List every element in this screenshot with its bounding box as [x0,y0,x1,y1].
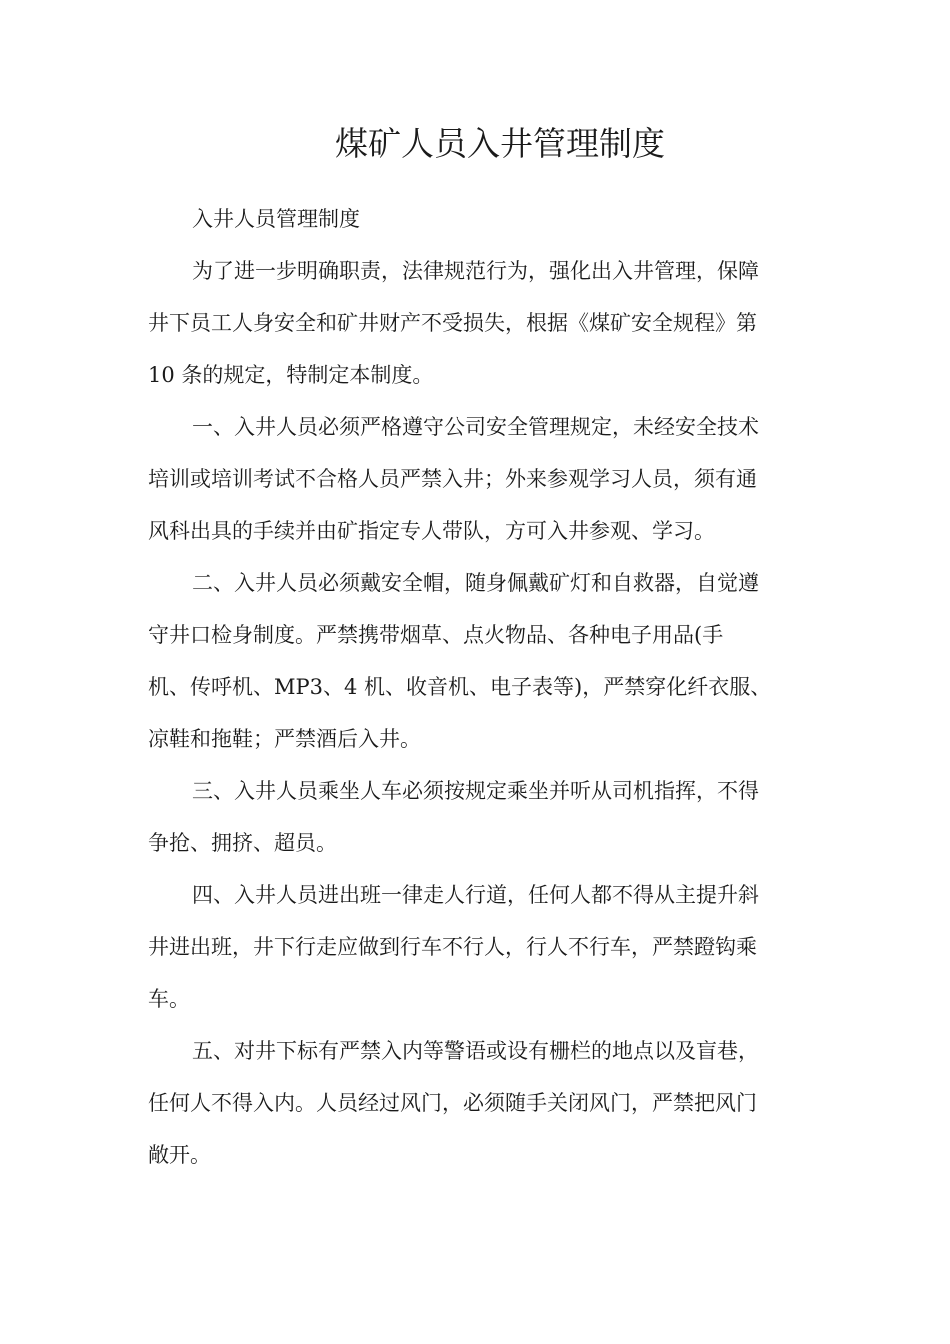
paragraph-line: 风科出具的手续并由矿指定专人带队，方可入井参观、学习。 [148,519,715,543]
paragraph-line: 守井口检身制度。严禁携带烟草、点火物品、各种电子用品(手 [148,623,724,647]
paragraph-line: 争抢、拥挤、超员。 [148,831,337,855]
paragraph-rule-3 [148,765,798,869]
paragraph-rule-2 [148,557,798,765]
document-body [148,193,798,1181]
paragraph-line: 一、入井人员必须严格遵守公司安全管理规定，未经安全技术 [192,415,759,439]
paragraph-line: 车。 [148,987,190,1011]
paragraph-line: 机、传呼机、MP3、4 机、收音机、电子表等)，严禁穿化纤衣服、 [148,675,772,699]
paragraph-line: 井下员工人身安全和矿井财产不受损失，根据《煤矿安全规程》第 [148,311,757,335]
paragraph-line: 四、入井人员进出班一律走人行道，任何人都不得从主提升斜 [192,883,759,907]
paragraph-line: 凉鞋和拖鞋；严禁酒后入井。 [148,727,421,751]
paragraph-line: 任何人不得入内。人员经过风门，必须随手关闭风门，严禁把风门 [148,1091,757,1115]
document-title: 煤矿人员入井管理制度 [335,124,665,163]
paragraph-line: 井进出班，井下行走应做到行车不行人，行人不行车，严禁蹬钩乘 [148,935,757,959]
paragraph-line: 二、入井人员必须戴安全帽，随身佩戴矿灯和自救器，自觉遵 [192,571,759,595]
paragraph-rule-5 [148,1025,798,1181]
paragraph-line: 三、入井人员乘坐人车必须按规定乘坐并听从司机指挥，不得 [192,779,759,803]
paragraph-rule-1 [148,401,798,557]
paragraph-line: 为了进一步明确职责，法律规范行为，强化出入井管理，保障 [192,259,759,283]
paragraph-line: 五、对井下标有严禁入内等警语或设有栅栏的地点以及盲巷， [192,1039,759,1063]
paragraph-rule-4 [148,869,798,1025]
paragraph-intro [148,245,798,401]
paragraph-line: 敞开。 [148,1143,211,1167]
paragraph-line: 10 条的规定，特制定本制度。 [148,363,434,387]
paragraph-line: 培训或培训考试不合格人员严禁入井；外来参观学习人员，须有通 [148,467,757,491]
section-heading: 入井人员管理制度 [192,207,360,231]
